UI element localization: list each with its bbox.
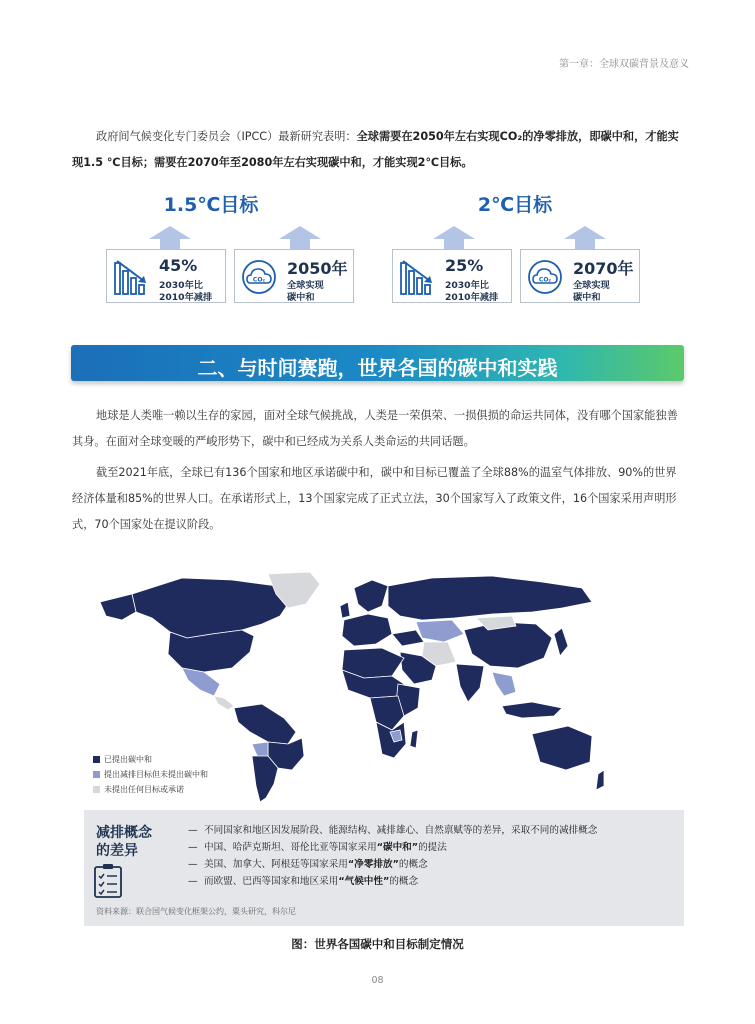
legend-swatch: [93, 771, 100, 778]
map-region-mexico: [182, 668, 220, 696]
concept-item-text: 美国、加拿大、阿根廷等国家采用: [204, 859, 348, 870]
co2-label: CO₂: [538, 276, 552, 284]
body-paragraph: 地球是人类唯一赖以生存的家园，面对全球气候挑战，人类是一荣俱荣、一损俱损的命运共同体，没有哪个国家能独善其身。在面对全球变暖的严峻形势下，碳中和已经成为关系人类命运的共同话题。: [72, 409, 678, 448]
map-region-scandinavia: [354, 580, 388, 612]
chapter-header: 第一章：全球双碳背景及意义: [559, 59, 689, 70]
map-region-russia: [388, 576, 592, 620]
concept-list: [188, 822, 597, 890]
reduction-line2: 2010年减排: [159, 292, 213, 303]
reduction-line2: 2010年减排: [445, 292, 499, 303]
source-note: 资料来源：联合国气候变化框架公约，粟头研究，科尔尼: [96, 907, 296, 916]
concept-item: [188, 856, 597, 873]
concept-item: [188, 822, 597, 839]
neutral-line1: 全球实现: [573, 280, 610, 291]
bar-chart-decline-icon: [400, 259, 434, 295]
co2-cloud-icon: [528, 259, 562, 295]
concept-title-line2: 的差异: [96, 843, 138, 859]
co2-label: CO₂: [252, 276, 266, 284]
legend-label: 提出减排目标但未提出碳中和: [104, 770, 208, 779]
map-region-alaska: [100, 594, 136, 620]
concept-item-bold: “气候中性”: [338, 876, 390, 887]
concept-item-suffix: 的概念: [389, 876, 419, 887]
dash-bullet: —: [188, 859, 198, 870]
legend-item: [93, 782, 208, 797]
map-region-central-africa: [370, 696, 404, 730]
map-region-australia: [532, 726, 592, 770]
map-region-korea-japan: [554, 628, 568, 656]
concept-item-suffix: 的概念: [398, 859, 428, 870]
body-paragraph: 截至2021年底，全球已有136个国家和地区承诺碳中和，碳中和目标已覆盖了全球88%的温室气体排放、90%的世界经济体量和85%的世界人口。在承诺形式上，13个国家完成了正式立法，30个国家写入了政策文件，16个国家采用声明形式，70个国家处在提议阶段。: [72, 466, 677, 531]
map-region-southeast-asia: [492, 672, 516, 696]
legend-label: 未提出任何目标或承诺: [104, 785, 184, 794]
neutral-line2: 碳中和: [573, 292, 601, 303]
intro-paragraph: [72, 124, 684, 176]
reduction-card-1-5: [106, 249, 226, 303]
concept-item-bold: “碳中和”: [376, 842, 419, 853]
neutral-line1: 全球实现: [287, 280, 324, 291]
neutral-line2: 碳中和: [287, 292, 315, 303]
neutral-year: 2050年: [287, 259, 348, 278]
bar-chart-decline-icon: [114, 259, 148, 295]
reduction-value: 45%: [159, 256, 198, 275]
concept-item-text: 中国、哈萨克斯坦、哥伦比亚等国家采用: [204, 842, 377, 853]
concept-item-text: 不同国家和地区因发展阶段、能源结构、减排雄心、自然禀赋等的差异，采取不同的减排概念: [204, 825, 598, 836]
map-region-central-america: [214, 696, 234, 710]
map-region-new-zealand: [596, 770, 604, 790]
target-title-2: 2℃目标: [477, 194, 553, 216]
map-region-usa: [168, 630, 254, 672]
map-legend: [93, 752, 208, 797]
concept-title-line1: 减排概念: [96, 825, 152, 841]
neutral-year: 2070年: [573, 259, 634, 278]
neutral-card-2070: [520, 249, 640, 303]
concept-item-bold: “净零排放”: [347, 859, 399, 870]
map-region-madagascar: [410, 730, 418, 748]
concept-title: [96, 824, 168, 860]
intro-bold-text: 全球需要在2050年左右实现CO₂的净零排放，即碳中和，才能实现1.5 ℃目标；需要在2070年至2080年左右实现碳中和，才能实现2℃目标。: [72, 130, 679, 169]
page-number: 08: [371, 975, 384, 986]
neutral-card-2050: [234, 249, 354, 303]
dash-bullet: —: [188, 825, 198, 836]
reduction-line1: 2030年比: [159, 280, 203, 291]
co2-cloud-icon: [242, 259, 276, 295]
legend-label: 已提出碳中和: [104, 755, 152, 764]
figure-caption: 图：世界各国碳中和目标制定情况: [291, 937, 464, 951]
map-region-south-america-north: [234, 704, 296, 744]
map-region-western-europe: [342, 614, 392, 646]
reduction-line1: 2030年比: [445, 280, 489, 291]
map-region-turkey-caucasus: [392, 630, 424, 646]
map-region-canada: [132, 578, 292, 638]
concept-box: [84, 810, 684, 926]
map-region-india: [456, 664, 484, 702]
map-region-china: [464, 622, 552, 668]
target-title-1-5: 1.5℃目标: [163, 194, 259, 216]
map-region-uk: [340, 602, 350, 618]
dash-bullet: —: [188, 876, 198, 887]
concept-item: [188, 873, 597, 890]
concept-item-text: 而欧盟、巴西等国家和地区采用: [204, 876, 339, 887]
reduction-card-2: [392, 249, 512, 303]
legend-swatch: [93, 786, 100, 793]
map-region-kazakhstan: [416, 620, 464, 642]
section-banner: [71, 345, 684, 381]
legend-item: [93, 767, 208, 782]
reduction-value: 25%: [445, 256, 484, 275]
intro-normal-text: 政府间气候变化专门委员会（IPCC）最新研究表明：: [96, 130, 357, 143]
map-region-indonesia: [502, 702, 562, 718]
checklist-icon: [94, 864, 122, 898]
section-title: 二、与时间赛跑，世界各国的碳中和实践: [197, 356, 558, 380]
dash-bullet: —: [188, 842, 198, 853]
concept-item: [188, 839, 597, 856]
concept-item-suffix: 的提法: [418, 842, 447, 853]
map-region-bolivia: [252, 742, 268, 758]
legend-swatch: [93, 756, 100, 763]
legend-item: [93, 752, 208, 767]
map-region-argentina-chile: [252, 756, 278, 802]
